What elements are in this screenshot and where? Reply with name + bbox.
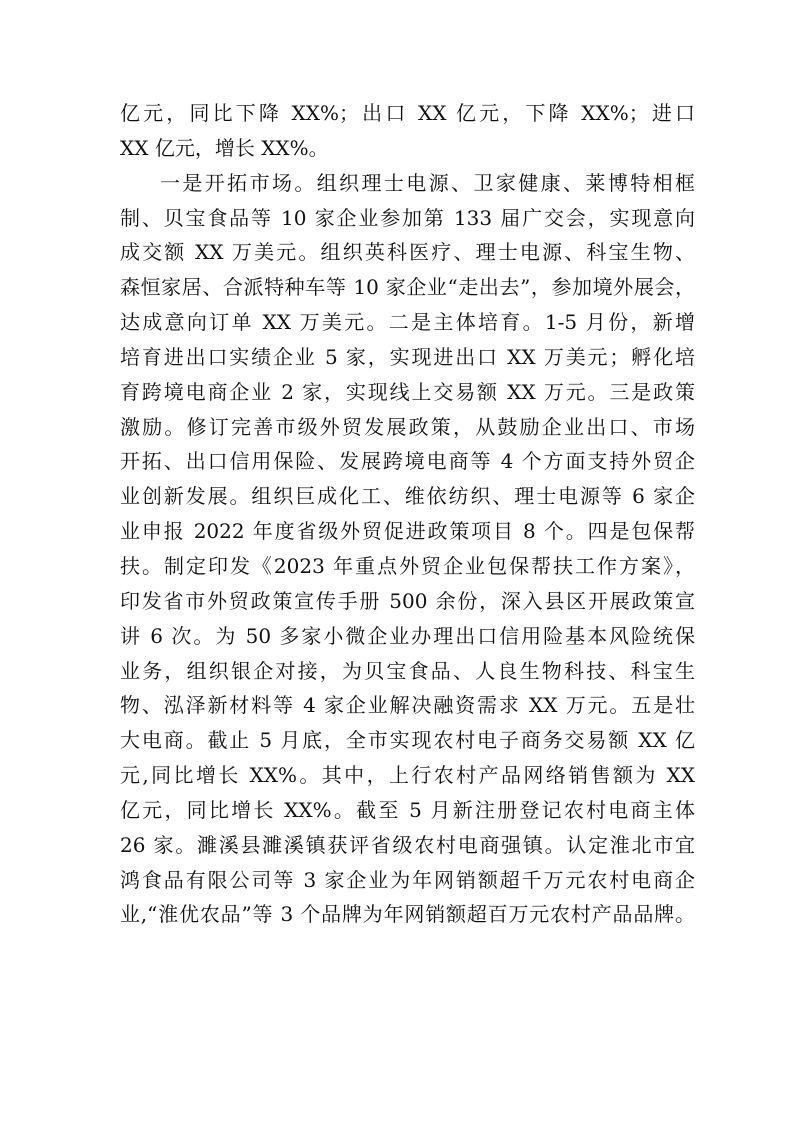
text-line-22: 26 家。濉溪县濉溪镇获评省级农村电商强镇。认定淮北市宜 — [120, 832, 695, 857]
text-line-2: XX 亿元，增长 XX%。 — [120, 135, 329, 160]
text-line-18: 物、泓泽新材料等 4 家企业解决融资需求 XX 万元。五是壮 — [120, 693, 695, 718]
text-line-8: 培育进出口实绩企业 5 家，实现进出口 XX 万美元；孵化培 — [120, 344, 695, 369]
text-line-14: 扶。制定印发《2023 年重点外贸企业包保帮扶工作方案》， — [120, 553, 695, 578]
text-line-12: 业创新发展。组织巨成化工、维依纺织、理士电源等 6 家企 — [120, 484, 695, 509]
text-line-3: 一是开拓市场。组织理士电源、卫家健康、莱博特相框 — [160, 170, 695, 195]
text-line-20: 元,同比增长 XX%。其中，上行农村产品网络销售额为 XX — [120, 763, 695, 788]
text-line-15: 印发省市外贸政策宣传手册 500 余份，深入县区开展政策宣 — [120, 588, 695, 613]
text-line-5: 成交额 XX 万美元。组织英科医疗、理士电源、科宝生物、 — [120, 240, 695, 265]
text-line-17: 业务，组织银企对接，为贝宝食品、人良生物科技、科宝生 — [120, 658, 695, 683]
text-line-21: 亿元，同比增长 XX%。截至 5 月新注册登记农村电商主体 — [120, 797, 695, 822]
text-line-10: 激励。修订完善市级外贸发展政策，从鼓励企业出口、市场 — [120, 414, 695, 439]
text-line-13: 业申报 2022 年度省级外贸促进政策项目 8 个。四是包保帮 — [120, 519, 695, 544]
text-line-4: 制、贝宝食品等 10 家企业参加第 133 届广交会，实现意向 — [120, 205, 695, 230]
text-line-16: 讲 6 次。为 50 多家小微企业办理出口信用险基本风险统保 — [120, 623, 695, 648]
text-line-23: 鸿食品有限公司等 3 家企业为年网销额超千万元农村电商企 — [120, 867, 695, 892]
text-line-11: 开拓、出口信用保险、发展跨境电商等 4 个方面支持外贸企 — [120, 449, 695, 474]
text-line-6: 森恒家居、合派特种车等 10 家企业“走出去”，参加境外展会， — [120, 275, 695, 300]
text-line-1: 亿元，同比下降 XX%；出口 XX 亿元，下降 XX%；进口 — [120, 101, 695, 125]
body-text — [120, 96, 695, 932]
text-line-7: 达成意向订单 XX 万美元。二是主体培育。1-5 月份，新增 — [120, 310, 695, 335]
text-line-24: 业,“淮优农品”等 3 个品牌为年网销额超百万元农村产品品牌。 — [120, 902, 695, 927]
text-line-9: 育跨境电商企业 2 家，实现线上交易额 XX 万元。三是政策 — [120, 379, 695, 404]
text-line-19: 大电商。截止 5 月底，全市实现农村电子商务交易额 XX 亿 — [120, 728, 695, 753]
